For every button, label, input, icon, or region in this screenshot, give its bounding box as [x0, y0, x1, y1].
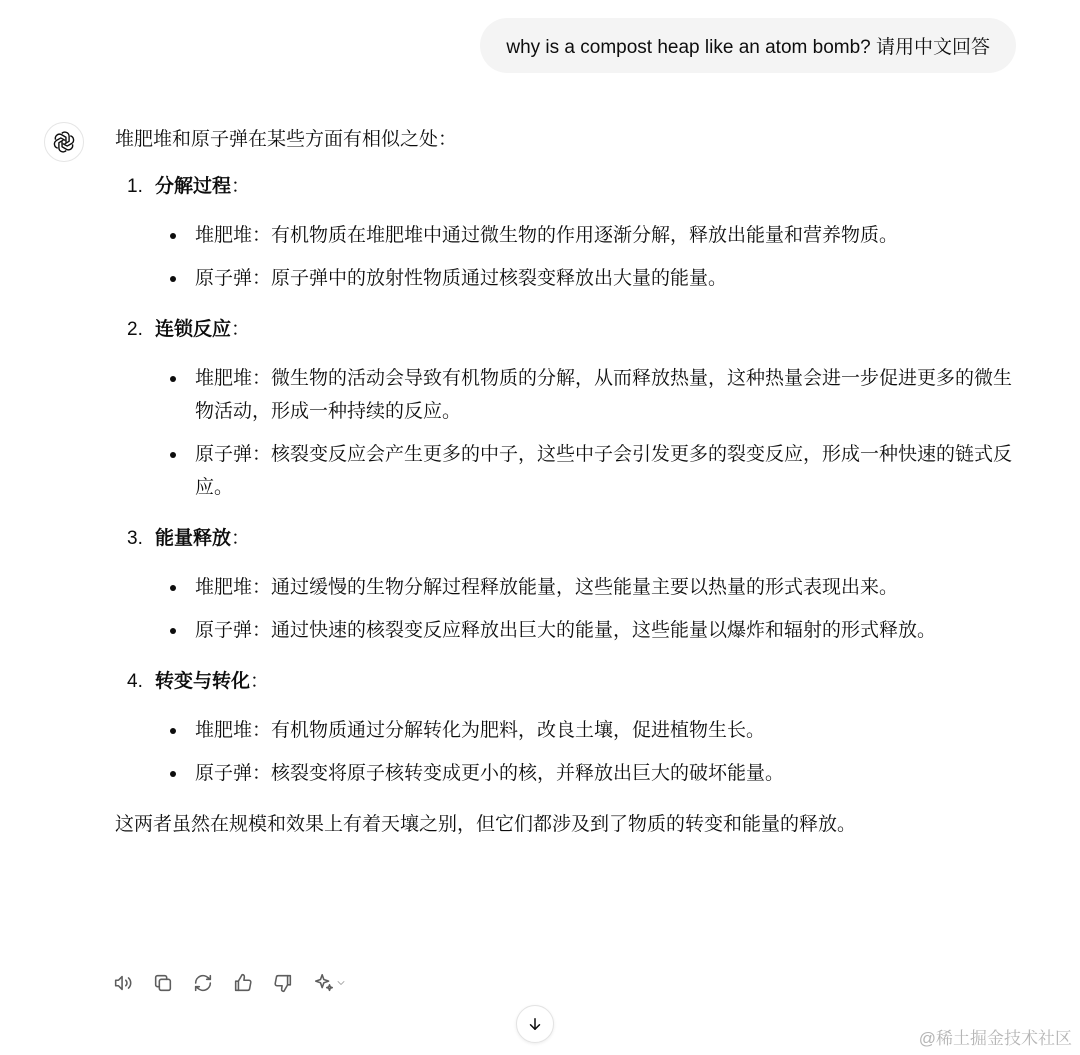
watermark: @稀土掘金技术社区: [918, 1029, 1072, 1048]
section-heading: [115, 522, 1015, 555]
copy-button[interactable]: [150, 970, 176, 996]
section-title: 能量释放: [155, 528, 232, 549]
thumbs-up-button[interactable]: [230, 970, 256, 996]
section-title: 转变与转化: [155, 671, 251, 692]
scroll-to-bottom-button[interactable]: [516, 1005, 554, 1043]
answer-sections: [115, 170, 1015, 790]
section-number: 2.: [127, 319, 143, 340]
section-heading: [115, 665, 1015, 698]
section-item: [115, 665, 1015, 790]
section-colon: ：: [231, 176, 251, 197]
section-item: [115, 170, 1015, 295]
arrow-down-icon: [526, 1015, 544, 1033]
bullet-point: 原子弹：核裂变反应会产生更多的中子，这些中子会引发更多的裂变反应，形成一种快速的链式反应。: [195, 438, 1015, 504]
read-aloud-button[interactable]: [110, 970, 136, 996]
section-colon: ：: [231, 528, 251, 549]
regenerate-button[interactable]: [190, 970, 216, 996]
thumbs-up-icon: [232, 972, 254, 994]
answer-conclusion: 这两者虽然在规模和效果上有着天壤之别，但它们都涉及到了物质的转变和能量的释放。: [115, 814, 857, 835]
bullet-point: 堆肥堆：通过缓慢的生物分解过程释放能量，这些能量主要以热量的形式表现出来。: [195, 571, 1015, 604]
message-actions: [110, 970, 350, 996]
assistant-avatar: [44, 122, 84, 162]
thumbs-down-icon: [272, 972, 294, 994]
sparkle-model-icon: [313, 972, 335, 994]
bullet-point: 堆肥堆：有机物质通过分解转化为肥料，改良土壤，促进植物生长。: [195, 714, 1015, 747]
section-heading: [115, 313, 1015, 346]
section-title: 分解过程: [155, 176, 232, 197]
read-aloud-icon: [112, 972, 134, 994]
user-message-bubble: why is a compost heap like an atom bomb? 请用中文回答: [480, 18, 1016, 73]
answer-intro: 堆肥堆和原子弹在某些方面有相似之处：: [115, 129, 458, 150]
thumbs-down-button[interactable]: [270, 970, 296, 996]
assistant-answer: [115, 123, 1015, 841]
chevron-down-icon: [335, 977, 347, 989]
openai-logo-icon: [52, 130, 76, 154]
bullet-point: 堆肥堆：微生物的活动会导致有机物质的分解，从而释放热量，这种热量会进一步促进更多的微生物活动，形成一种持续的反应。: [195, 362, 1015, 428]
section-item: [115, 522, 1015, 647]
section-number: 1.: [127, 176, 143, 197]
model-switch-button[interactable]: [310, 970, 350, 996]
section-colon: ：: [250, 671, 270, 692]
section-item: [115, 313, 1015, 504]
section-heading: [115, 170, 1015, 203]
section-points: [115, 571, 1015, 647]
bullet-point: 堆肥堆：有机物质在堆肥堆中通过微生物的作用逐渐分解，释放出能量和营养物质。: [195, 219, 1015, 252]
section-points: [115, 362, 1015, 504]
regenerate-icon: [192, 972, 214, 994]
bullet-point: 原子弹：核裂变将原子核转变成更小的核，并释放出巨大的破坏能量。: [195, 757, 1015, 790]
section-title: 连锁反应: [155, 319, 232, 340]
section-points: [115, 714, 1015, 790]
section-number: 4.: [127, 671, 143, 692]
bullet-point: 原子弹：通过快速的核裂变反应释放出巨大的能量，这些能量以爆炸和辐射的形式释放。: [195, 614, 1015, 647]
section-colon: ：: [231, 319, 251, 340]
section-points: [115, 219, 1015, 295]
bullet-point: 原子弹：原子弹中的放射性物质通过核裂变释放出大量的能量。: [195, 262, 1015, 295]
section-number: 3.: [127, 528, 143, 549]
copy-icon: [152, 972, 174, 994]
